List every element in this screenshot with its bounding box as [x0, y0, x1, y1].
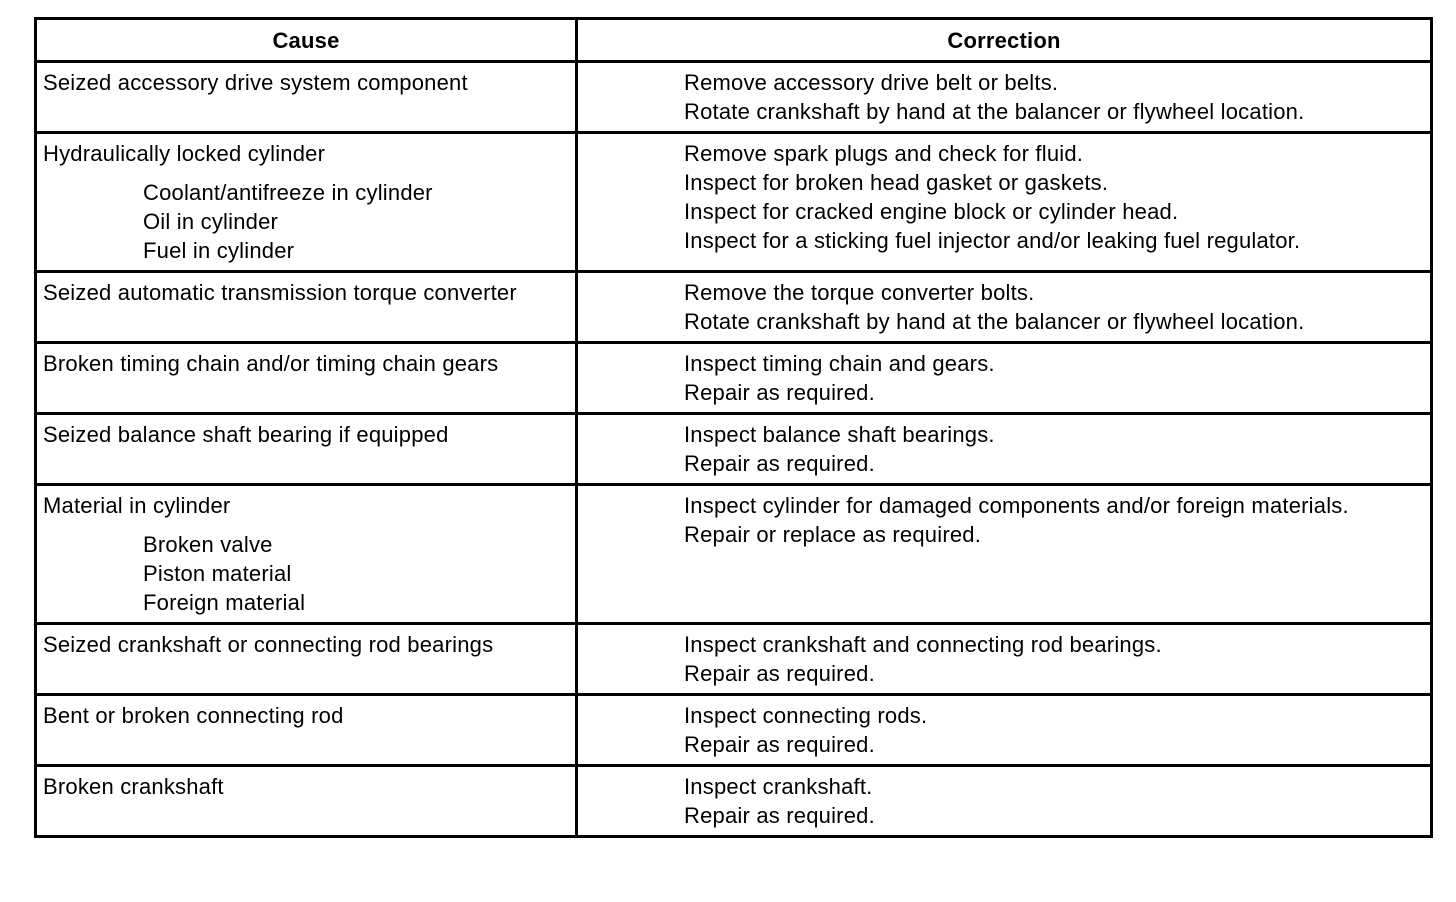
table-row: [36, 133, 1432, 272]
correction-step: Repair as required.: [684, 803, 875, 828]
cause-text: Material in cylinder: [43, 493, 231, 518]
sub-cause-item: Piston material: [143, 561, 292, 586]
cause-text: Seized crankshaft or connecting rod bearings: [43, 632, 494, 657]
table-row: [36, 62, 1432, 133]
sub-cause-item: Broken valve: [143, 532, 273, 557]
correction-cell: [577, 62, 1432, 133]
sub-cause-list: [43, 178, 575, 265]
sub-cause-item: Fuel in cylinder: [143, 238, 295, 263]
correction-step: Inspect balance shaft bearings.: [684, 422, 995, 447]
cause-text: Broken crankshaft: [43, 774, 224, 799]
table-row: [36, 695, 1432, 766]
diagnostic-table: [34, 17, 1433, 838]
sub-cause-list: [43, 530, 575, 617]
correction-step: Rotate crankshaft by hand at the balancer or flywheel location.: [684, 99, 1305, 124]
correction-header: Correction: [577, 19, 1432, 62]
correction-step: Repair as required.: [684, 380, 875, 405]
correction-step: Repair as required.: [684, 732, 875, 757]
cause-text: Bent or broken connecting rod: [43, 703, 344, 728]
correction-step: Inspect for cracked engine block or cylinder head.: [684, 199, 1179, 224]
cause-cell: [36, 343, 577, 414]
table-row: [36, 343, 1432, 414]
cause-cell: [36, 62, 577, 133]
correction-step: Remove the torque converter bolts.: [684, 280, 1035, 305]
correction-step: Inspect connecting rods.: [684, 703, 928, 728]
correction-step: Remove accessory drive belt or belts.: [684, 70, 1059, 95]
cause-cell: [36, 133, 577, 272]
cause-cell: [36, 695, 577, 766]
table-row: [36, 766, 1432, 837]
cause-text: Broken timing chain and/or timing chain gears: [43, 351, 499, 376]
correction-step: Inspect crankshaft.: [684, 774, 873, 799]
sub-cause-item: Oil in cylinder: [143, 209, 279, 234]
correction-cell: [577, 414, 1432, 485]
table-row: [36, 485, 1432, 624]
correction-cell: [577, 343, 1432, 414]
sub-cause-item: Coolant/antifreeze in cylinder: [143, 180, 433, 205]
cause-text: Seized accessory drive system component: [43, 70, 468, 95]
correction-step: Inspect for a sticking fuel injector and/or leaking fuel regulator.: [684, 228, 1301, 253]
correction-step: Repair or replace as required.: [684, 522, 982, 547]
sub-cause-item: Foreign material: [143, 590, 306, 615]
correction-step: Repair as required.: [684, 661, 875, 686]
correction-step: Inspect for broken head gasket or gaskets.: [684, 170, 1109, 195]
cause-header: Cause: [36, 19, 577, 62]
correction-cell: [577, 485, 1432, 624]
correction-cell: [577, 272, 1432, 343]
header-row: [36, 19, 1432, 62]
cause-cell: [36, 766, 577, 837]
correction-step: Inspect cylinder for damaged components and/or foreign materials.: [684, 493, 1349, 518]
correction-cell: [577, 695, 1432, 766]
cause-cell: [36, 624, 577, 695]
table-row: [36, 272, 1432, 343]
correction-step: Inspect timing chain and gears.: [684, 351, 995, 376]
cause-cell: [36, 272, 577, 343]
cause-cell: [36, 414, 577, 485]
table-row: [36, 414, 1432, 485]
correction-cell: [577, 624, 1432, 695]
correction-cell: [577, 133, 1432, 272]
table-body: [36, 62, 1432, 837]
cause-text: Hydraulically locked cylinder: [43, 141, 326, 166]
correction-step: Remove spark plugs and check for fluid.: [684, 141, 1084, 166]
cause-cell: [36, 485, 577, 624]
correction-step: Rotate crankshaft by hand at the balancer or flywheel location.: [684, 309, 1305, 334]
correction-step: Inspect crankshaft and connecting rod bearings.: [684, 632, 1162, 657]
cause-text: Seized balance shaft bearing if equipped: [43, 422, 449, 447]
table-row: [36, 624, 1432, 695]
correction-cell: [577, 766, 1432, 837]
cause-text: Seized automatic transmission torque converter: [43, 280, 517, 305]
correction-step: Repair as required.: [684, 451, 875, 476]
